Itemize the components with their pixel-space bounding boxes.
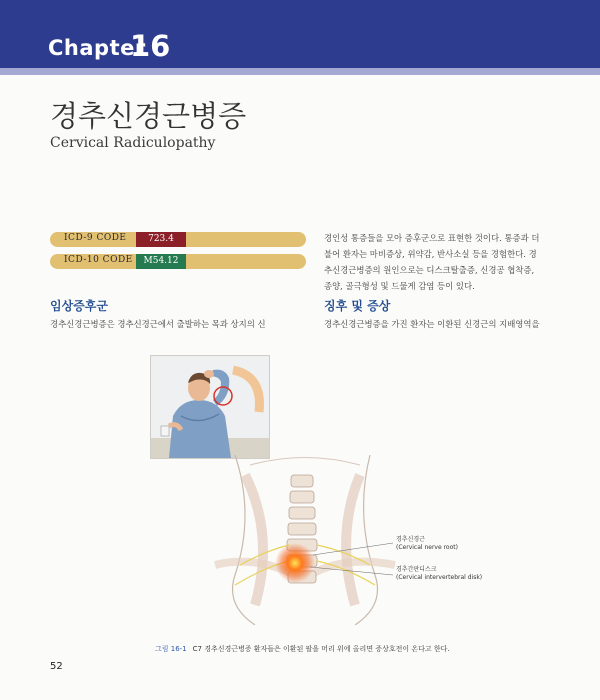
- patient-illustration: [150, 355, 270, 459]
- nerve-root-label: [396, 536, 458, 552]
- figure-number: 그림 16-1: [155, 645, 187, 653]
- icd10-code-value: M54.12: [136, 254, 186, 269]
- disk-label: [396, 566, 482, 582]
- chapter-header-stripe: [0, 68, 600, 75]
- disk-label-en: (Cervical intervertebral disk): [396, 574, 483, 581]
- intro-line: 추신경근병증의 원인으로는 디스크탈출증, 신경공 협착증,: [324, 265, 535, 275]
- page-title: 경추신경근병증: [50, 99, 247, 133]
- intro-line: 불어 환자는 마비증상, 위약감, 반사소실 등을 경험한다. 경: [324, 249, 537, 259]
- intro-line: 경인성 통증들을 모아 증후군으로 표현한 것이다. 통증과 더: [324, 233, 540, 243]
- nerve-root-label-en: (Cervical nerve root): [396, 544, 458, 551]
- icd9-code-value: 723.4: [136, 232, 186, 247]
- chapter-number: 16: [130, 29, 171, 63]
- disk-label-ko: 경추간판디스크: [396, 566, 437, 573]
- chapter-label: Chapter: [48, 36, 146, 60]
- icd9-code-badge: [50, 232, 306, 247]
- intro-line: 종양, 골극형성 및 드물게 감염 등이 있다.: [324, 281, 475, 291]
- signs-symptoms-heading: 징후 및 증상: [324, 299, 391, 313]
- page-number: 52: [50, 661, 63, 672]
- patient-figure-icon: [151, 356, 269, 458]
- nerve-root-label-ko: 경추신경근: [396, 536, 425, 543]
- figure-caption: [155, 644, 450, 654]
- figure-caption-text: C7 경추신경근병증 환자들은 이환된 팔을 머리 위에 올리면 증상호전이 온다고 한다.: [192, 645, 450, 653]
- clinical-syndrome-heading: 임상증후군: [50, 299, 108, 313]
- icd10-code-badge: [50, 254, 306, 269]
- clinical-syndrome-text: 경추신경근병증은 경추신경근에서 출발하는 목과 상지의 신: [50, 319, 266, 329]
- page-subtitle: Cervical Radiculopathy: [50, 135, 216, 151]
- icd10-code-label: ICD-10 CODE: [64, 255, 133, 265]
- icd9-code-label: ICD-9 CODE: [64, 233, 127, 243]
- signs-symptoms-text: 경추신경근병증을 가진 환자는 이환된 신경근의 지배영역을: [324, 319, 540, 329]
